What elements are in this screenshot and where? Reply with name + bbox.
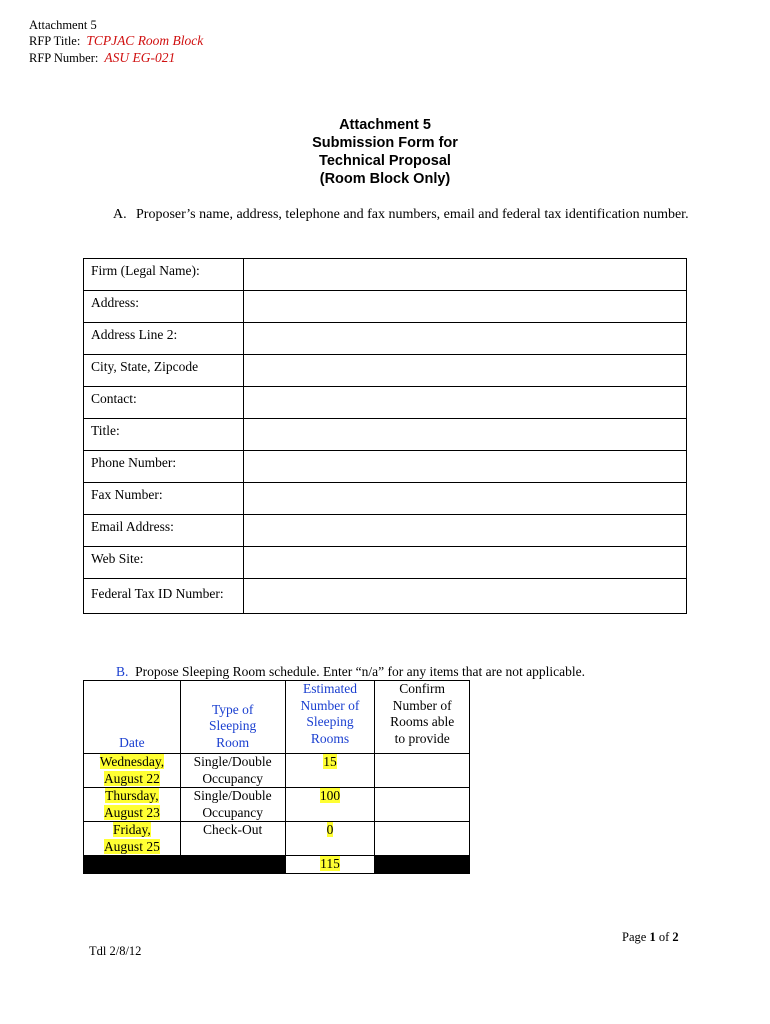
firm-field-input[interactable] <box>244 291 687 323</box>
section-b-text: Propose Sleeping Room schedule. Enter “n/a” for any items that are not applicable. <box>135 664 586 679</box>
type-cell <box>180 754 285 788</box>
room-table-header-row <box>84 681 470 754</box>
header-estimated-line: Estimated <box>302 681 357 696</box>
firm-field-row <box>84 291 687 323</box>
rfp-number-value: ASU EG-021 <box>104 50 176 65</box>
type-line: Occupancy <box>202 804 264 820</box>
rfp-title-value: TCPJAC Room Block <box>86 33 204 48</box>
section-a-text: Proposer’s name, address, telephone and fax numbers, email and federal tax identification number. <box>136 207 689 222</box>
firm-field-row <box>84 483 687 515</box>
section-a-label: A. <box>113 207 127 222</box>
total-blank-cell <box>375 856 470 874</box>
header-confirm <box>375 681 470 754</box>
title-line-1: Attachment 5 <box>339 117 431 133</box>
type-line: Occupancy <box>202 770 264 786</box>
header-confirm-line: to provide <box>394 730 450 746</box>
estimated-value: 100 <box>319 788 341 803</box>
date-line: August 25 <box>103 838 160 854</box>
firm-field-label: Federal Tax ID Number: <box>84 579 244 614</box>
firm-field-label: Fax Number: <box>84 483 244 515</box>
rfp-number-line <box>29 50 175 66</box>
header-type-line: Room <box>216 734 250 750</box>
firm-field-input[interactable] <box>244 515 687 547</box>
firm-field-row <box>84 259 687 291</box>
estimated-cell <box>285 754 375 788</box>
firm-field-row <box>84 515 687 547</box>
firm-field-row <box>84 451 687 483</box>
firm-field-input[interactable] <box>244 387 687 419</box>
confirm-cell[interactable] <box>375 788 470 822</box>
table-row <box>84 822 470 856</box>
firm-field-input[interactable] <box>244 419 687 451</box>
date-line: August 22 <box>103 770 160 786</box>
estimated-cell <box>285 822 375 856</box>
page-prefix: Page <box>622 930 647 944</box>
estimated-value: 15 <box>323 754 337 769</box>
type-cell <box>180 822 285 856</box>
total-blank-cell <box>180 856 285 874</box>
date-cell <box>84 822 181 856</box>
confirm-cell[interactable] <box>375 822 470 856</box>
firm-field-label: City, State, Zipcode <box>84 355 244 387</box>
firm-field-row <box>84 323 687 355</box>
section-b <box>116 664 585 680</box>
rfp-title-label: RFP Title: <box>29 34 81 48</box>
title-line-3: Technical Proposal <box>319 153 451 169</box>
room-schedule-table <box>83 680 470 874</box>
table-row <box>84 788 470 822</box>
rfp-number-label: RFP Number: <box>29 51 99 65</box>
page-current: 1 <box>649 930 656 944</box>
type-line: Single/Double <box>193 754 272 769</box>
firm-field-input[interactable] <box>244 451 687 483</box>
total-blank-cell <box>84 856 181 874</box>
type-line: Check-Out <box>203 822 263 837</box>
header-estimated <box>285 681 375 754</box>
header-type <box>180 681 285 754</box>
page-title <box>280 116 490 188</box>
type-line: Single/Double <box>193 788 272 803</box>
header-type-line: Sleeping <box>209 718 257 733</box>
firm-field-row <box>84 547 687 579</box>
firm-field-input[interactable] <box>244 547 687 579</box>
firm-field-row <box>84 355 687 387</box>
date-cell <box>84 788 181 822</box>
firm-field-input[interactable] <box>244 259 687 291</box>
type-cell <box>180 788 285 822</box>
page-of: of <box>658 930 670 944</box>
header-estimated-line: Rooms <box>310 730 350 746</box>
date-cell <box>84 754 181 788</box>
table-row <box>84 754 470 788</box>
firm-info-table <box>83 258 687 614</box>
title-line-4: (Room Block Only) <box>319 171 451 187</box>
header-date: Date <box>84 681 181 754</box>
header-confirm-line: Confirm <box>399 681 446 696</box>
header-type-line: Type of <box>211 701 254 717</box>
firm-field-input[interactable] <box>244 483 687 515</box>
header-confirm-line: Rooms able <box>390 714 455 729</box>
firm-field-input[interactable] <box>244 579 687 614</box>
firm-field-input[interactable] <box>244 323 687 355</box>
firm-field-label: Address Line 2: <box>84 323 244 355</box>
firm-field-label: Web Site: <box>84 547 244 579</box>
firm-field-label: Email Address: <box>84 515 244 547</box>
rfp-title-line <box>29 33 203 49</box>
date-line: August 23 <box>103 804 160 820</box>
title-line-2: Submission Form for <box>312 135 458 151</box>
firm-field-label: Address: <box>84 291 244 323</box>
date-line: Thursday, <box>105 788 159 803</box>
page-number <box>622 930 679 945</box>
firm-field-row <box>84 579 687 614</box>
firm-field-row <box>84 387 687 419</box>
header-estimated-line: Number of <box>300 697 360 713</box>
firm-field-label: Phone Number: <box>84 451 244 483</box>
firm-field-input[interactable] <box>244 355 687 387</box>
estimated-value: 0 <box>326 822 334 837</box>
date-line: Wednesday, <box>99 754 165 769</box>
firm-field-label: Contact: <box>84 387 244 419</box>
firm-field-label: Firm (Legal Name): <box>84 259 244 291</box>
header-confirm-line: Number of <box>392 697 452 713</box>
firm-field-label: Title: <box>84 419 244 451</box>
attachment-label: Attachment 5 <box>29 18 97 32</box>
confirm-cell[interactable] <box>375 754 470 788</box>
page-total: 2 <box>672 930 679 944</box>
date-line: Friday, <box>113 822 151 837</box>
firm-field-row <box>84 419 687 451</box>
total-row <box>84 856 470 874</box>
footer-initials: Tdl 2/8/12 <box>89 944 142 958</box>
section-a <box>113 206 693 224</box>
total-value: 115 <box>320 856 340 871</box>
header-estimated-line: Sleeping <box>306 714 354 729</box>
total-cell <box>285 856 375 874</box>
section-b-label: B. <box>116 664 129 679</box>
estimated-cell <box>285 788 375 822</box>
